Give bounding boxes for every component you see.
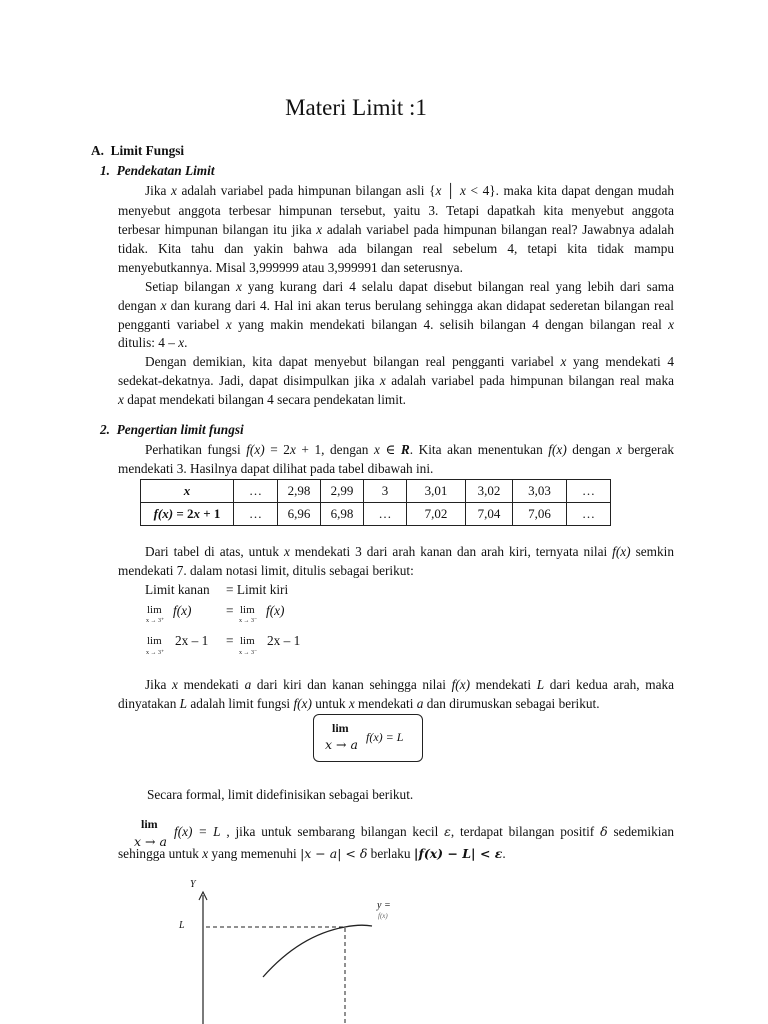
limit-expr-2: f(x): [266, 603, 285, 618]
limit-lim-3: lim: [147, 635, 162, 647]
limit-lim-1: lim: [147, 604, 162, 616]
page-title: Materi Limit :1: [285, 95, 427, 120]
table-cell: 6,96: [278, 503, 321, 526]
paragraph-1-line-4: tidak. Kita tahu dan yakin bahwa ada bilangan real sebelum 4, tetapi kita tidak mampu: [118, 241, 674, 256]
paragraph-1-line-1: Jika x adalah variabel pada himpunan bilangan asli {x │ x < 4}. maka kita dapat dengan mudah: [145, 183, 674, 198]
formal-line-1: f(x) = L , jika untuk sembarang bilangan kecil ε, terdapat bilangan positif δ sedemikian: [174, 824, 674, 839]
limit-expr-1: f(x): [173, 603, 192, 618]
paragraph-1-line-2: menyebut anggota terbesar himpunan tersebut, yaitu 3. Tetapi dapatkah kita menyebut anggota: [118, 203, 674, 218]
table-cell: 6,98: [321, 503, 364, 526]
formal-sub: x → a: [134, 834, 167, 849]
limit-sub-1: x → 3⁺: [146, 618, 165, 624]
table-cell: …: [234, 480, 278, 503]
subsection-2-title: Pengertian limit fungsi: [116, 422, 244, 437]
subsection-1-title: Pendekatan Limit: [116, 163, 215, 178]
y-axis-label: Y: [190, 879, 196, 890]
table-cell: 7,06: [513, 503, 567, 526]
paragraph-3-line-1: Dengan demikian, kita dapat menyebut bilangan real pengganti variabel x yang mendekati 4: [145, 354, 674, 369]
paragraph-6-line-2: dinyatakan L adalah limit fungsi f(x) untuk x mendekati a dan dirumuskan sebagai berikut.: [118, 696, 600, 711]
formal-lim: lim: [141, 817, 158, 831]
limit-sub-3: x → 3⁺: [146, 650, 165, 656]
limit-eq-1: =: [226, 603, 234, 618]
paragraph-5-line-1: Dari tabel di atas, untuk x mendekati 3 dari arah kanan dan arah kiri, ternyata nilai f(x) semkin: [145, 544, 674, 559]
paragraph-2-line-1: Setiap bilangan x yang kurang dari 4 selalu dapat disebut bilangan real yang lebih dari sama: [145, 279, 675, 294]
limit-expr-3: 2x – 1: [175, 633, 209, 648]
table-cell: 2,98: [278, 480, 321, 503]
table-cell: f(x) = 2x + 1: [141, 503, 234, 526]
section-a-title: Limit Fungsi: [110, 143, 185, 158]
table-cell: 3,01: [407, 480, 466, 503]
paragraph-2-line-4: ditulis: 4 – x.: [118, 335, 188, 350]
limit-eq-2: =: [226, 633, 234, 648]
paragraph-2-line-3: pengganti variabel x yang makin mendekati bilangan 4. selisih bilangan 4 dengan bilangan real x: [118, 317, 675, 332]
limit-header-left: Limit kanan: [145, 582, 210, 597]
section-a-label: A.: [91, 143, 104, 158]
box-sub: x → a: [325, 737, 358, 752]
curve-label: y =: [377, 900, 391, 911]
paragraph-7: Secara formal, limit didefinisikan sebagai berikut.: [147, 787, 414, 802]
formal-line-2: sehingga untuk x yang memenuhi |x − a| < δ berlaku |f(x) − L| < ε.: [118, 846, 506, 861]
table-cell: 3,02: [466, 480, 513, 503]
paragraph-3-line-2: sedekat-dekatnya. Jadi, dapat disimpulkan jika x adalah variabel pada himpunan bilangan real maka: [118, 373, 674, 388]
paragraph-3-line-3: x dapat mendekati bilangan 4 secara pendekatan limit.: [118, 392, 406, 407]
table-cell: 2,99: [321, 480, 364, 503]
limit-sub-2: x → 3⁻: [239, 618, 258, 624]
paragraph-4-line-2: mendekati 3. Hasilnya dapat dilihat pada tabel dibawah ini.: [118, 461, 434, 476]
paragraph-5-line-2: mendekati 7. dalam notasi limit, ditulis sebagai berikut:: [118, 563, 414, 578]
limit-expr-4: 2x – 1: [267, 633, 301, 648]
subsection-1-label: 1.: [100, 163, 110, 178]
subsection-2-label: 2.: [100, 422, 110, 437]
table-cell: 7,02: [407, 503, 466, 526]
box-expr: f(x) = L: [366, 730, 404, 744]
paragraph-1-line-5: menyebutkannya. Misal 3,999999 atau 3,999991 dan seterusnya.: [118, 260, 463, 275]
table-cell: …: [364, 503, 407, 526]
limit-sub-4: x → 3⁻: [239, 650, 258, 656]
paragraph-4-line-1: Perhatikan fungsi f(x) = 2x + 1, dengan x ∈ R. Kita akan menentukan f(x) dengan x bergerak: [145, 442, 675, 457]
limit-lim-2: lim: [240, 604, 255, 616]
table-cell: 7,04: [466, 503, 513, 526]
l-label: L: [179, 920, 185, 931]
table-cell: 3: [364, 480, 407, 503]
curve-label-fx: f(x): [378, 912, 388, 920]
table-cell: 3,03: [513, 480, 567, 503]
limit-header-right: = Limit kiri: [226, 582, 289, 597]
paragraph-2-line-2: dengan x dan kurang dari 4. Hal ini akan terus berulang sehingga akan didapat sederetan bilangan real: [118, 298, 674, 313]
table-cell: x: [141, 480, 234, 503]
table-cell: …: [567, 503, 611, 526]
box-lim: lim: [332, 721, 349, 735]
paragraph-1-line-3: terbesar himpunan bilangan itu jika x adalah variabel pada himpunan bilangan real? Jawabnya adalah: [118, 222, 674, 237]
limit-lim-4: lim: [240, 635, 255, 647]
table-cell: …: [234, 503, 278, 526]
paragraph-6-line-1: Jika x mendekati a dari kiri dan kanan sehingga nilai f(x) mendekati L dari kedua arah, maka: [145, 677, 675, 692]
table-cell: …: [567, 480, 611, 503]
function-curve: [263, 925, 372, 977]
